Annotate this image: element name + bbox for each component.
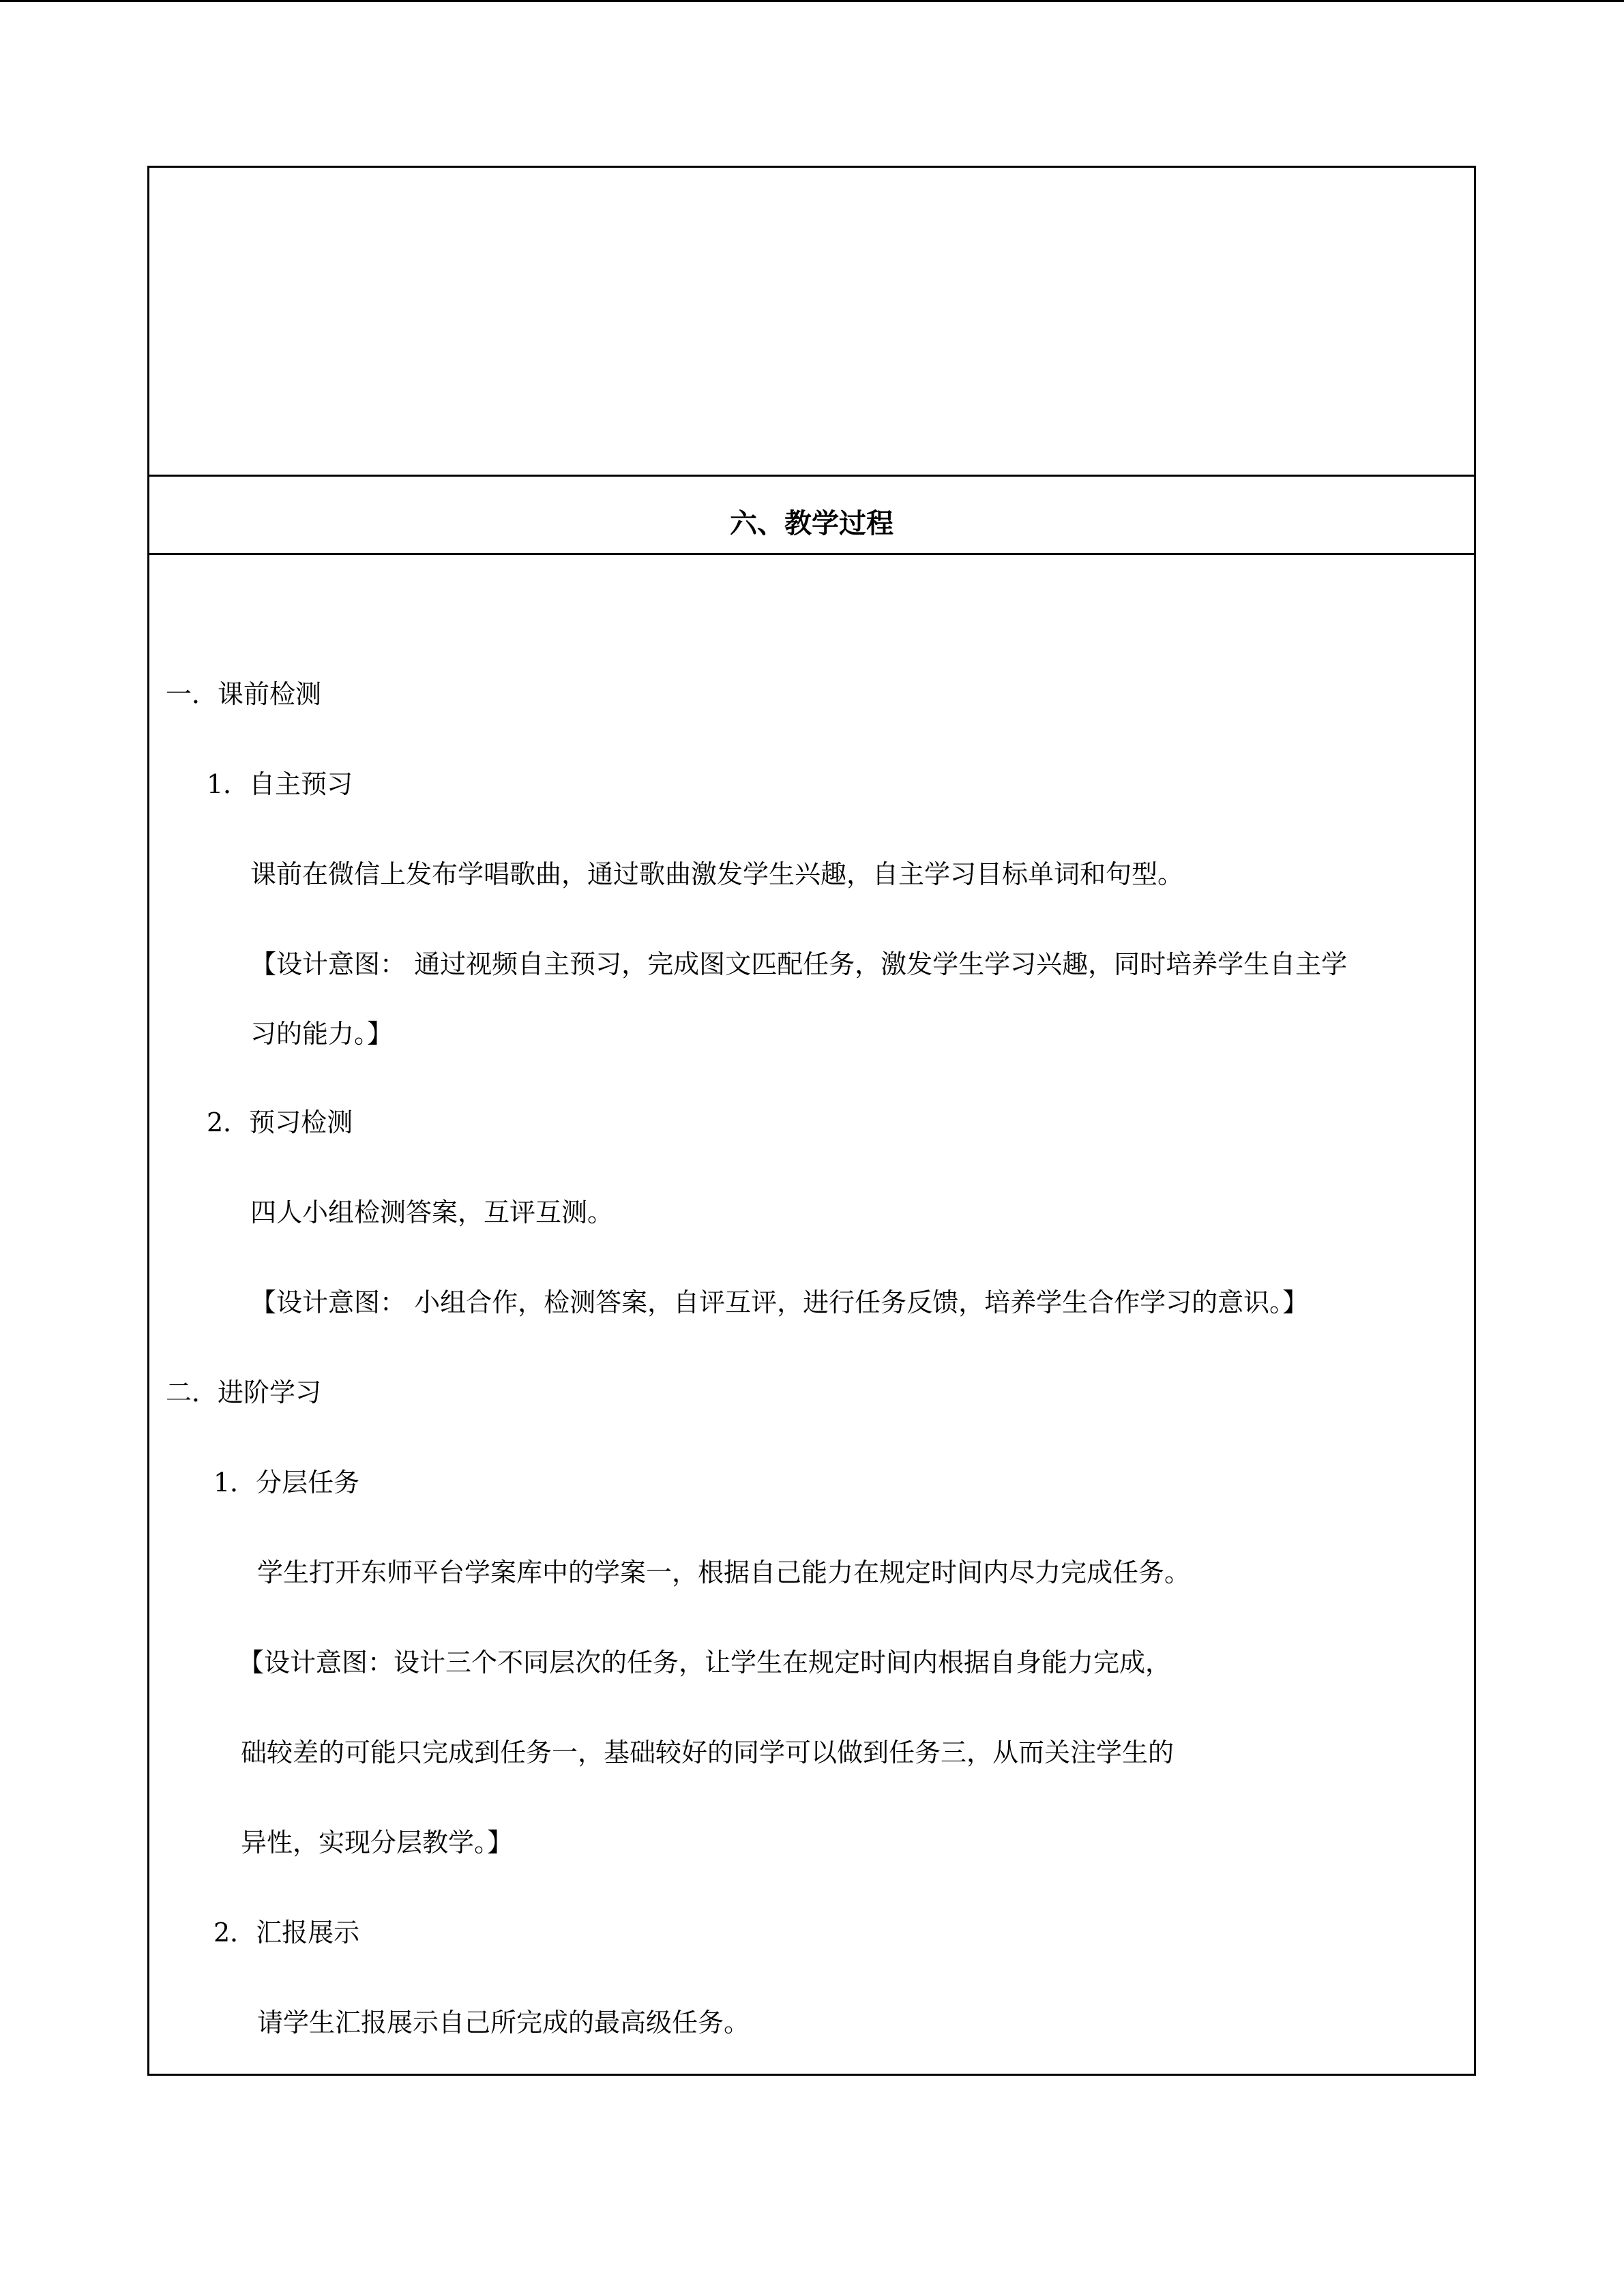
lesson-plan-table <box>147 166 1476 2076</box>
item-self-preview: 1．自主预习 <box>207 769 353 799</box>
table-divider-top <box>149 475 1474 477</box>
item-self-preview-intent-line1: 【设计意图： 通过视频自主预习，完成图文匹配任务，激发学生学习兴趣，同时培养学生自主学 <box>250 949 1348 979</box>
heading-pre-class-check: 一．课前检测 <box>166 679 322 709</box>
item-preview-check: 2．预习检测 <box>207 1107 353 1137</box>
item-preview-check-intent: 【设计意图： 小组合作，检测答案，自评互评，进行任务反馈，培养学生合作学习的意识。】 <box>250 1287 1309 1317</box>
item-layered-tasks-intent-line3: 异性，实现分层教学。】 <box>241 1828 514 1858</box>
heading-advanced-learning: 二．进阶学习 <box>166 1377 322 1407</box>
item-self-preview-intent-line2: 习的能力。】 <box>250 1019 394 1049</box>
item-report-display-body: 请学生汇报展示自己所完成的最高级任务。 <box>257 2008 750 2038</box>
item-self-preview-body: 课前在微信上发布学唱歌曲，通过歌曲激发学生兴趣，自主学习目标单词和句型。 <box>250 859 1184 889</box>
item-layered-tasks-intent-line2: 础较差的可能只完成到任务一，基础较好的同学可以做到任务三，从而关注学生的 <box>241 1738 1175 1768</box>
section-title: 六、教学过程 <box>730 507 894 539</box>
item-layered-tasks-intent-line1: 【设计意图：设计三个不同层次的任务，让学生在规定时间内根据自身能力完成， <box>238 1648 1172 1678</box>
item-preview-check-body: 四人小组检测答案，互评互测。 <box>250 1197 614 1227</box>
item-report-display: 2．汇报展示 <box>213 1918 360 1948</box>
table-divider-bottom <box>149 553 1474 555</box>
page-top-rule <box>0 0 1624 2</box>
item-layered-tasks: 1．分层任务 <box>213 1467 360 1497</box>
item-layered-tasks-body: 学生打开东师平台学案库中的学案一，根据自己能力在规定时间内尽力完成任务。 <box>257 1557 1191 1587</box>
